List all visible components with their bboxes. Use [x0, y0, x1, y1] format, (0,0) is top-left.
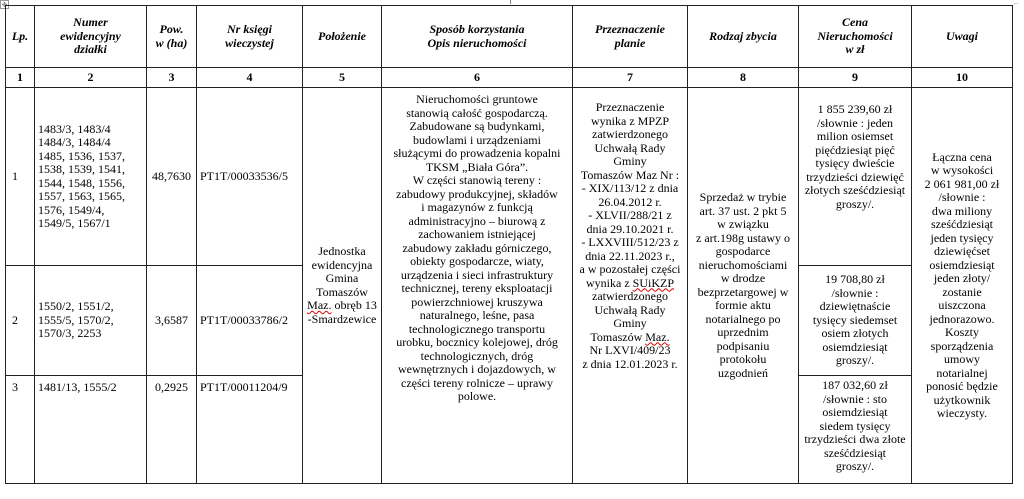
column-number: 1	[6, 68, 35, 88]
header-rodzaj: Rodzaj zbycia	[688, 6, 799, 68]
header-cena: Cena Nieruchomości w zł	[799, 6, 912, 68]
column-number: 4	[197, 68, 303, 88]
row-ksiega: PT1T/00033786/2	[197, 266, 303, 376]
polozenie-maz: Maz.	[307, 298, 332, 312]
row-cena: 1 855 239,60 zł /słownie : jeden milion osiemset pięćdziesiąt pięć tysięcy dwieście trzydzieści dziewięć złotych sześćdziesiąt groszy/.	[799, 88, 912, 266]
column-number: 9	[799, 68, 912, 88]
header-powierzchnia: Pow. w (ha)	[147, 6, 197, 68]
header-sposob: Sposób korzystania Opis nieruchomości	[382, 6, 573, 68]
row-dzialki: 1483/3, 1483/4 1484/3, 1484/4 1485, 1536, 1537, 1538, 1539, 1541, 1544, 1548, 1556, 1557, 1563, 1565, 1576, 1549/4, 1549/5, 1567/1	[35, 88, 147, 266]
column-number: 3	[147, 68, 197, 88]
sposob-korzystania: Nieruchomości gruntowe stanowią całość gospodarczą. Zabudowane są budynkami, budowlami i urządzeniami służącymi do prowadzenia kopalni TKSM „Biała Góra”. W części stanowią tereny : zabudowy produkcyjnej, składów i magazynów z funkcją administracyjno – biurową z zachowaniem istniejącej zabudowy zakładu górniczego, obiekty gospodarcze, wiaty, urządzenia i sieci infrastruktury technicznej, tereny eksploatacji powierzchniowej kruszywa naturalnego, leśne, pasa technologicznego transportu urobku, bocznicy kolejowej, dróg technologicznych, dróg wewnętrznych i dojazdowych, w części tereny rolnicze – uprawy polowe.	[382, 88, 573, 484]
suikzp-text: SUiKZP	[632, 275, 674, 290]
polozenie-obreb: obręb 13 -Smardzewice	[307, 298, 377, 326]
header-polozenie: Położenie	[303, 6, 382, 68]
column-number: 10	[912, 68, 1013, 88]
property-sale-table	[5, 5, 1013, 484]
row-lp: 3	[6, 376, 35, 484]
header-przeznaczenie: Przeznaczenie planie	[573, 6, 688, 68]
row-lp: 2	[6, 266, 35, 376]
header-numer-dzialki: Numer ewidencyjny działki	[35, 6, 147, 68]
polozenie-cell	[303, 88, 382, 484]
resize-handle-icon[interactable]: ⌐	[1014, 0, 1019, 8]
przeznaczenie-uchwala: zatwierdzonego Uchwałą Rady Gminy Tomaszów	[590, 289, 668, 344]
column-marker	[510, 0, 511, 4]
przeznaczenie-text: Przeznaczenie wynika z MPZP zatwierdzonego Uchwałą Rady Gminy Tomaszów Maz Nr : - XIX/113/12 z dnia 26.04.2012 r. - XLVII/288/21 z dnia 29.10.2021 r. - LXXVIII/512/23 z dnia 22.11.2023 r., a w pozostałej części wynika z	[579, 100, 681, 290]
row-cena: 187 032,60 zł /słownie : sto osiemdziesiąt siedem tysięcy trzydzieści dwa złote sześćdziesiąt groszy/.	[799, 376, 912, 484]
table-move-handle-icon[interactable]: ✥	[1, 1, 8, 9]
column-number-row	[6, 68, 1013, 88]
header-row	[6, 6, 1013, 68]
przeznaczenie-maz: Maz.	[645, 329, 670, 344]
row-powierzchnia: 0,2925	[147, 376, 197, 484]
column-number: 2	[35, 68, 147, 88]
row-ksiega: PT1T/00033536/5	[197, 88, 303, 266]
header-lp: Lp.	[6, 6, 35, 68]
column-number: 8	[688, 68, 799, 88]
przeznaczenie-cell	[573, 88, 688, 484]
row-dzialki: 1550/2, 1551/2, 1555/5, 1570/2, 1570/3, 2253	[35, 266, 147, 376]
table-row	[6, 88, 1013, 266]
column-number: 5	[303, 68, 382, 88]
row-powierzchnia: 48,7630	[147, 88, 197, 266]
rodzaj-zbycia: Sprzedaż w trybie art. 37 ust. 2 pkt 5 w związku z art.198g ustawy o gospodarce nieruchomościami w drodze bezprzetargowej w formie aktu notarialnego po uprzednim podpisaniu protokołu uzgodnień	[688, 88, 799, 484]
column-number: 6	[382, 68, 573, 88]
header-uwagi: Uwagi	[912, 6, 1013, 68]
polozenie-text: Jednostka ewidencyjna Gmina Tomaszów	[311, 244, 373, 299]
row-dzialki: 1481/13, 1555/2	[35, 376, 147, 484]
column-number: 7	[573, 68, 688, 88]
row-ksiega: PT1T/00011204/9	[197, 376, 303, 484]
row-lp: 1	[6, 88, 35, 266]
row-powierzchnia: 3,6587	[147, 266, 197, 376]
przeznaczenie-nr: Nr LXVI/409/23 z dnia 12.01.2023 r.	[582, 343, 678, 371]
row-cena: 19 708,80 zł /słownie : dziewiętnaście tysięcy siedemset osiem złotych osiemdziesiąt groszy/.	[799, 266, 912, 376]
header-ksiega: Nr księgi wieczystej	[197, 6, 303, 68]
uwagi-text: Łączna cena w wysokości 2 061 981,00 zł /słownie : dwa miliony sześćdziesiąt jeden tysięcy dziewięćset osiemdziesiąt jeden złoty/ zostanie uiszczona jednorazowo. Koszty sporządzenia umowy notarialnej ponosić będzie użytkownik wieczysty.	[912, 88, 1013, 484]
